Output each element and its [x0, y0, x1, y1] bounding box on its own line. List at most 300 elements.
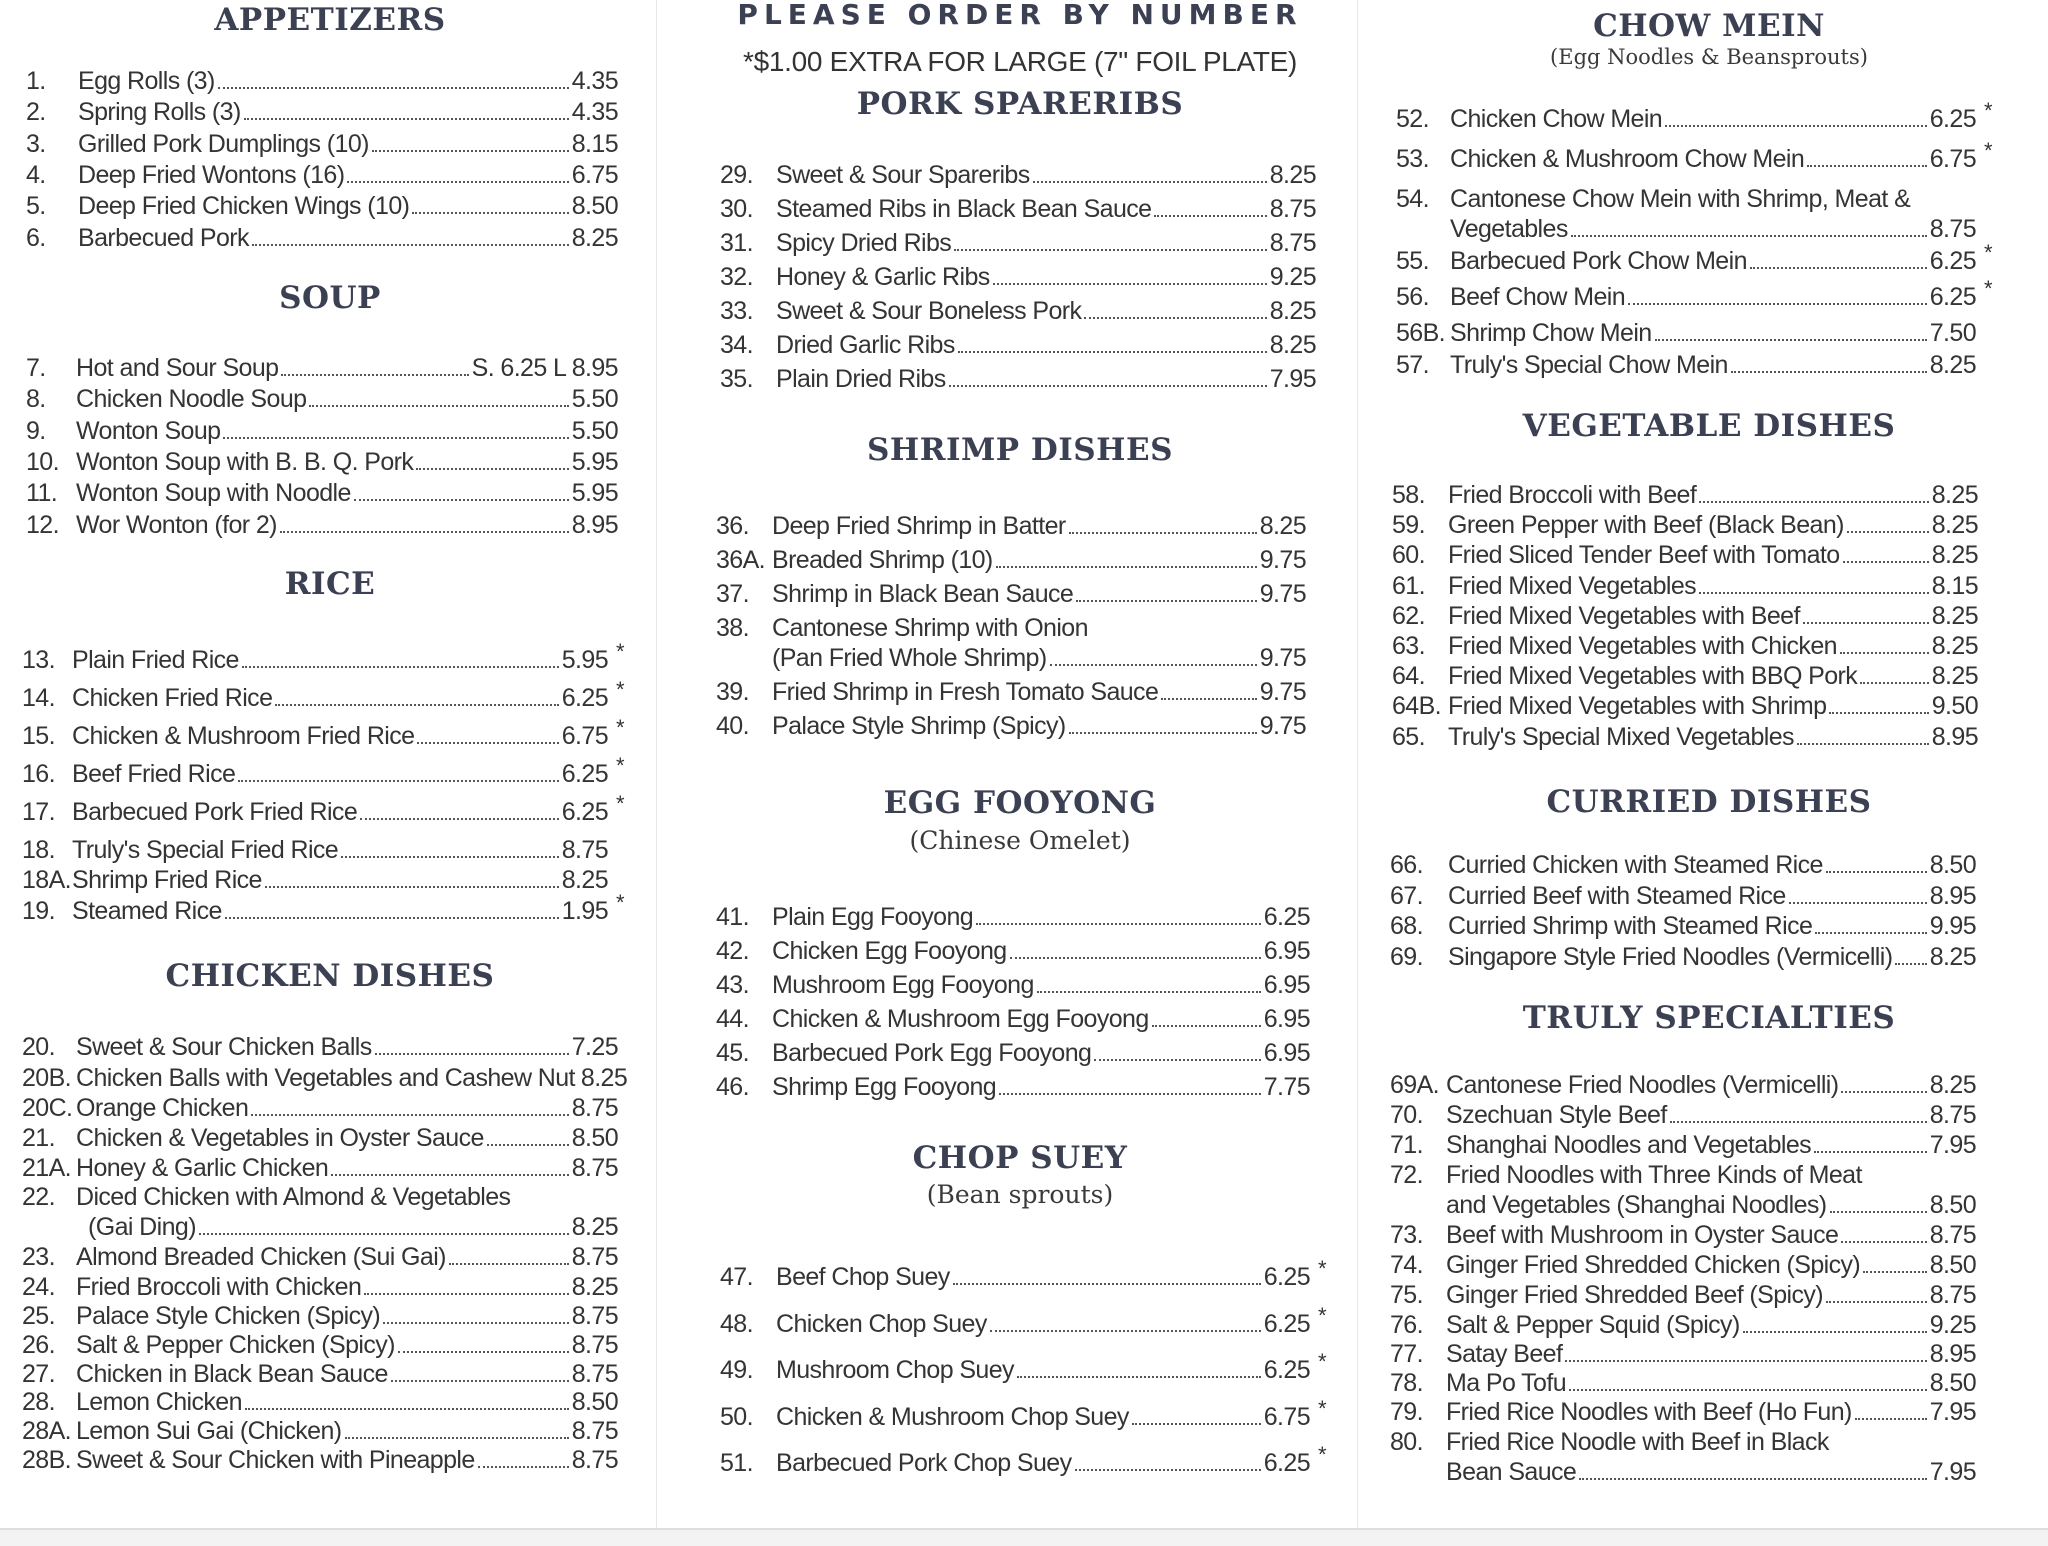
leader-dots [375, 1053, 569, 1055]
item-name: Diced Chicken with Almond & Vegetables [76, 1183, 511, 1211]
item-price [561, 791, 624, 827]
section-heading-appetizers: APPETIZERS [214, 2, 446, 38]
menu-item-rice [22, 715, 624, 751]
item-name: Plain Fried Rice [72, 646, 239, 674]
item-name: Wonton Soup with B. B. Q. Pork [76, 447, 414, 476]
leader-dots [1699, 501, 1929, 503]
item-name: Deep Fried Chicken Wings (10) [78, 192, 410, 221]
item-number: 4. [26, 160, 46, 189]
menu-item-curried [1390, 850, 1976, 880]
item-number: 71. [1390, 1131, 1423, 1159]
item-number: 80. [1390, 1428, 1423, 1456]
item-price [1270, 296, 1316, 326]
section-heading-soup: SOUP [279, 280, 381, 316]
item-number: 59. [1392, 511, 1425, 540]
item-name: Fried Mixed Vegetables with Shrimp [1448, 692, 1827, 721]
item-price-value: 8.75 [571, 1360, 618, 1388]
item-price [1929, 276, 1992, 312]
menu-item-rice [22, 753, 624, 789]
item-price [572, 97, 618, 127]
menu-item-chowmein [1396, 276, 1992, 312]
item-number: 13. [22, 646, 55, 674]
leader-dots [1847, 531, 1929, 533]
leader-dots [1069, 732, 1257, 734]
item-price [1930, 1130, 1976, 1160]
leader-dots [398, 1351, 569, 1353]
item-name: Orange Chicken [76, 1094, 249, 1122]
section-subtitle-chopsuey: (Bean sprouts) [926, 1180, 1114, 1209]
menu-item-chicken [22, 1153, 618, 1183]
item-price [1930, 850, 1976, 880]
menu-item-chicken [22, 1301, 618, 1331]
menu-item-shrimp [716, 677, 1306, 707]
item-number: 36. [716, 512, 749, 540]
item-name: Fried Rice Noodles with Beef (Ho Fun) [1446, 1398, 1852, 1426]
item-number: 8. [26, 385, 46, 414]
item-price [1930, 881, 1976, 911]
leader-dots [1863, 1271, 1927, 1273]
leader-dots [1161, 698, 1256, 700]
item-name: Lemon Chicken [76, 1388, 242, 1416]
item-name: Honey & Garlic Chicken [76, 1154, 329, 1182]
menu-item-chicken [22, 1123, 618, 1153]
leader-dots [225, 917, 559, 919]
menu-item-chicken [22, 1416, 618, 1446]
menu-item-specialties [1390, 1339, 1976, 1369]
menu-item-chowmein [1396, 98, 1992, 134]
item-name: Salt & Pepper Chicken (Spicy) [76, 1331, 395, 1359]
item-number: 33. [720, 297, 753, 325]
item-price [572, 1123, 618, 1153]
item-name: Mushroom Chop Suey [776, 1356, 1014, 1384]
leader-dots [976, 923, 1261, 925]
leader-dots [949, 385, 1267, 387]
item-name: Truly's Special Fried Rice [72, 836, 339, 864]
leader-dots [1033, 181, 1267, 183]
item-price-value: 8.75 [571, 1331, 618, 1359]
menu-item-rice [22, 865, 608, 895]
menu-item-rice [22, 677, 624, 713]
item-number: 31. [720, 229, 753, 257]
item-price [1930, 1220, 1976, 1250]
leader-dots [244, 118, 569, 120]
menu-item-chicken [22, 1242, 618, 1272]
item-price-value: 9.75 [1259, 712, 1306, 740]
leader-dots [331, 1174, 569, 1176]
menu-item-specialties [1390, 1130, 1976, 1160]
leader-dots [1069, 532, 1257, 534]
item-number: 46. [716, 1073, 749, 1101]
item-name: Fried Rice Noodle with Beef in Black [1446, 1428, 1829, 1456]
item-number: 57. [1396, 351, 1429, 379]
item-price-value: 8.50 [571, 1388, 618, 1416]
menu-item-specialties [1390, 1368, 1976, 1398]
item-price-value: 6.95 [1263, 1039, 1310, 1067]
leader-dots [275, 704, 558, 706]
item-name: Shrimp in Black Bean Sauce [772, 580, 1074, 608]
leader-dots [347, 181, 568, 183]
leader-dots [383, 1322, 569, 1324]
item-price-value: 8.25 [1931, 541, 1978, 570]
item-price-value: 8.75 [1269, 195, 1316, 223]
item-price-value: 8.25 [1929, 351, 1976, 379]
item-price [1929, 98, 1992, 134]
item-name: Ma Po Tofu [1446, 1369, 1567, 1397]
leader-dots [354, 499, 569, 501]
large-size-asterisk: * [616, 791, 624, 816]
leader-dots [478, 1466, 569, 1468]
leader-dots [1076, 600, 1257, 602]
leader-dots [391, 1380, 569, 1382]
leader-dots [1743, 1331, 1927, 1333]
item-name: Fried Mixed Vegetables with BBQ Pork [1448, 662, 1858, 691]
menu-item-chopsuey [720, 1256, 1326, 1292]
item-price-value: 8.50 [1929, 1369, 1976, 1397]
item-number: 14. [22, 684, 55, 712]
item-name: Curried Chicken with Steamed Rice [1448, 851, 1823, 879]
leader-dots [1841, 1241, 1926, 1243]
item-name: Ginger Fried Shredded Beef (Spicy) [1446, 1281, 1824, 1309]
item-price-value: 9.95 [1929, 912, 1976, 940]
large-size-asterisk: * [1984, 138, 1992, 163]
menu-item-curried [1390, 881, 1976, 911]
item-number: 69A. [1390, 1071, 1440, 1099]
leader-dots [341, 856, 559, 858]
leader-dots [364, 1293, 568, 1295]
item-price [572, 510, 618, 540]
item-number: 23. [22, 1243, 55, 1271]
item-price-value: 6.75 [571, 160, 618, 189]
item-price: 8.25 [571, 1213, 618, 1241]
item-price [1264, 902, 1310, 932]
item-price-value: 6.25 [1929, 247, 1976, 275]
leader-dots [1152, 1025, 1261, 1027]
item-price [562, 835, 608, 865]
item-price-value: 8.25 [1259, 512, 1306, 540]
item-number: 22. [22, 1183, 55, 1211]
leader-dots [251, 1114, 568, 1116]
item-price-value: 7.95 [1929, 1398, 1976, 1426]
menu-item-fooyong [716, 970, 1310, 1000]
item-price-value: 5.95 [571, 479, 618, 508]
item-price: 8.50 [1929, 1191, 1976, 1219]
item-name: Steamed Ribs in Black Bean Sauce [776, 195, 1152, 223]
menu-item-appetizers [26, 97, 618, 127]
item-name: Chicken in Black Bean Sauce [76, 1360, 388, 1388]
item-number: 27. [22, 1360, 55, 1388]
item-price [1930, 1250, 1976, 1280]
item-name: Plain Dried Ribs [776, 365, 946, 393]
leader-dots [1843, 561, 1929, 563]
item-price-value: 6.25 [561, 798, 608, 826]
menu-item-vegetable [1392, 601, 1978, 631]
item-price-value: 8.25 [1931, 481, 1978, 509]
item-name: Fried Broccoli with Beef [1448, 481, 1697, 509]
item-name: Almond Breaded Chicken (Sui Gai) [76, 1243, 446, 1271]
section-subtitle-fooyong: (Chinese Omelet) [909, 826, 1131, 855]
item-price-value: 8.25 [1931, 511, 1978, 540]
item-name: Breaded Shrimp (10) [772, 546, 993, 574]
item-number: 19. [22, 897, 55, 925]
menu-item-specialties [1390, 1280, 1976, 1310]
item-price [572, 447, 618, 477]
item-name: Chicken Egg Fooyong [772, 937, 1007, 965]
menu-item-rice [22, 639, 624, 675]
leader-dots [199, 1233, 569, 1235]
item-number: 18. [22, 836, 55, 864]
section-heading-curried: CURRIED DISHES [1546, 784, 1872, 820]
leader-dots [1803, 622, 1929, 624]
menu-item-vegetable [1392, 691, 1978, 721]
item-name: Curried Shrimp with Steamed Rice [1448, 912, 1813, 940]
item-price [1932, 631, 1978, 661]
item-price-value: 7.75 [1263, 1073, 1310, 1101]
item-price-value: 8.25 [1929, 942, 1976, 971]
item-price-value: 6.95 [1263, 1005, 1310, 1033]
item-name: Honey & Garlic Ribs [776, 263, 990, 291]
menu-item-rice [22, 890, 624, 926]
menu-item-spareribs [720, 160, 1316, 190]
menu-item-chopsuey [720, 1302, 1326, 1339]
item-name: Shrimp Fried Rice [72, 866, 262, 894]
item-price [572, 160, 618, 190]
item-price [572, 1445, 618, 1475]
item-name: Shrimp Chow Mein [1450, 319, 1652, 347]
menu-item-chopsuey [720, 1349, 1326, 1385]
item-number: 51. [720, 1449, 753, 1477]
menu-item-rice [22, 835, 608, 865]
item-price-value: 8.95 [1931, 722, 1978, 751]
section-heading-rice: RICE [284, 566, 376, 602]
menu-item-spareribs [720, 194, 1316, 224]
item-name: Barbecued Pork Fried Rice [72, 798, 358, 826]
item-price-value: 8.75 [571, 1243, 618, 1271]
item-price [1270, 194, 1316, 224]
item-price [1270, 228, 1316, 258]
item-number: 55. [1396, 247, 1429, 275]
item-price [572, 1032, 618, 1062]
item-number: 70. [1390, 1101, 1423, 1129]
leader-dots [1665, 125, 1927, 127]
menu-item-soup [26, 384, 618, 414]
item-number: 63. [1392, 632, 1425, 660]
leader-dots [1050, 664, 1257, 666]
item-number: 20B. [22, 1064, 72, 1092]
item-price-value: 7.95 [1929, 1131, 1976, 1159]
item-price: 9.75 [1259, 644, 1306, 672]
item-price-value: 1.95 [561, 897, 608, 925]
large-plate-extra-note: *$1.00 EXTRA FOR LARGE (7" FOIL PLATE) [742, 46, 1298, 77]
item-number: 28B. [22, 1446, 72, 1474]
item-price [1932, 510, 1978, 540]
item-name: Chicken & Mushroom Chow Mein [1450, 145, 1805, 173]
menu-item-spareribs [720, 262, 1316, 292]
item-name: Deep Fried Shrimp in Batter [772, 512, 1066, 540]
item-name: Beef Fried Rice [72, 760, 236, 788]
leader-dots [252, 244, 569, 246]
menu-item-soup [26, 416, 618, 446]
leader-dots [309, 405, 568, 407]
item-price [572, 223, 618, 253]
item-price-value: 8.25 [1269, 161, 1316, 189]
large-size-asterisk: * [1318, 1442, 1326, 1467]
leader-dots [958, 351, 1267, 353]
item-price [1264, 1038, 1310, 1068]
item-number: 56. [1396, 283, 1429, 311]
item-price-value: 6.25 [1263, 1449, 1310, 1477]
menu-item-vegetable [1392, 510, 1978, 540]
leader-dots [1814, 1151, 1927, 1153]
item-price [1930, 1070, 1976, 1100]
item-name: Wor Wonton (for 2) [76, 510, 277, 539]
menu-item-fooyong [716, 902, 1310, 932]
item-price [1264, 1072, 1310, 1102]
menu-item-spareribs [720, 296, 1316, 326]
leader-dots [999, 1093, 1261, 1095]
item-number: 49. [720, 1356, 753, 1384]
item-name: Cantonese Chow Mein with Shrimp, Meat & [1450, 185, 1911, 213]
item-name: Barbecued Pork [78, 223, 249, 252]
item-number: 47. [720, 1263, 753, 1291]
item-number: 9. [26, 416, 46, 445]
item-price-value: 8.75 [1929, 1101, 1976, 1129]
menu-item-appetizers [26, 191, 618, 221]
item-name: Singapore Style Fried Noodles (Vermicelli) [1448, 942, 1893, 971]
item-price [1264, 1004, 1310, 1034]
item-price-value: 6.25 [1263, 1356, 1310, 1384]
item-name-continued: (Pan Fried Whole Shrimp) [772, 644, 1047, 672]
item-price [1930, 1310, 1976, 1340]
item-name: Deep Fried Wontons (16) [78, 160, 345, 189]
item-name: Chicken Chow Mein [1450, 105, 1663, 133]
item-number: 2. [26, 98, 46, 127]
leader-dots [954, 249, 1267, 251]
item-name: Fried Broccoli with Chicken [76, 1273, 362, 1301]
menu-item-chicken [22, 1359, 618, 1389]
item-price-value: 8.25 [1931, 601, 1978, 630]
menu-item-appetizers [26, 223, 618, 253]
item-price-value: 6.25 [1929, 105, 1976, 133]
menu-item-soup [26, 353, 618, 383]
item-name: Green Pepper with Beef (Black Bean) [1448, 511, 1844, 540]
item-price [1270, 364, 1316, 394]
item-number: 67. [1390, 881, 1423, 910]
leader-dots [245, 1408, 569, 1410]
item-name-continued: (Gai Ding) [88, 1213, 196, 1241]
item-name: Chicken & Mushroom Fried Rice [72, 722, 415, 750]
item-price [1270, 262, 1316, 292]
item-price-value: 8.75 [571, 1446, 618, 1474]
menu-item-specialties [1390, 1310, 1976, 1340]
item-name: Szechuan Style Beef [1446, 1101, 1667, 1129]
large-size-asterisk: * [1318, 1302, 1326, 1328]
item-number: 38. [716, 614, 749, 642]
menu-item-specialties-continuation [1446, 1457, 1976, 1487]
menu-item-spareribs [720, 364, 1316, 394]
item-price [1930, 1397, 1976, 1427]
menu-item-fooyong [716, 936, 1310, 966]
leader-dots [993, 283, 1267, 285]
leader-dots [1841, 1091, 1926, 1093]
menu-item-chicken [22, 1272, 618, 1302]
leader-dots [1750, 267, 1927, 269]
leader-dots [223, 437, 568, 439]
item-number: 1. [26, 67, 46, 95]
item-name: Steamed Rice [72, 897, 222, 925]
item-price [1932, 722, 1978, 752]
item-name: Barbecued Pork Chow Mein [1450, 247, 1747, 275]
section-heading-shrimp: SHRIMP DISHES [867, 432, 1173, 468]
menu-item-spareribs [720, 228, 1316, 258]
item-price [572, 1272, 618, 1302]
item-price-value: 8.75 [571, 1154, 618, 1182]
item-number: 30. [720, 195, 753, 223]
leader-dots [280, 531, 569, 533]
item-number: 12. [26, 510, 59, 539]
leader-dots [1084, 317, 1266, 319]
item-price [1263, 1302, 1326, 1339]
item-price [1260, 579, 1306, 609]
large-size-asterisk: * [1318, 1395, 1326, 1421]
leader-dots [1670, 1121, 1927, 1123]
item-price-value: 7.25 [571, 1033, 618, 1061]
menu-item-specialties-continuation [1446, 1190, 1976, 1220]
leader-dots [1807, 165, 1927, 167]
item-name: Truly's Special Mixed Vegetables [1448, 722, 1794, 751]
item-price-value: 8.25 [580, 1064, 628, 1092]
leader-dots [412, 212, 568, 214]
item-price [1264, 970, 1310, 1000]
item-price-value: 8.25 [1929, 1071, 1976, 1099]
item-price-value: 9.75 [1259, 546, 1306, 574]
menu-item-specialties [1390, 1100, 1976, 1130]
item-price-value: 6.75 [1929, 145, 1976, 173]
menu-item-shrimp [716, 613, 1088, 643]
menu-item-chicken-continuation [88, 1212, 618, 1242]
item-name: Salt & Pepper Squid (Spicy) [1446, 1311, 1740, 1339]
menu-item-vegetable [1392, 540, 1978, 570]
item-price: 7.95 [1929, 1458, 1976, 1486]
menu-item-chicken [22, 1387, 618, 1417]
item-price-value: 6.25 [561, 760, 608, 788]
item-price-value: 6.25 [1263, 1309, 1310, 1338]
item-number: 15. [22, 722, 55, 750]
item-number: 29. [720, 161, 753, 189]
menu-item-chicken [22, 1063, 628, 1093]
item-name: Cantonese Fried Noodles (Vermicelli) [1446, 1071, 1839, 1099]
large-size-asterisk: * [1984, 98, 1992, 123]
item-price-value: 8.75 [1929, 1281, 1976, 1309]
item-number: 21A. [22, 1154, 72, 1182]
item-number: 18A. [22, 866, 72, 894]
item-name: Ginger Fried Shredded Chicken (Spicy) [1446, 1251, 1861, 1279]
item-number: 28A. [22, 1417, 72, 1445]
menu-item-shrimp [716, 579, 1306, 609]
item-number: 65. [1392, 722, 1425, 751]
item-number: 26. [22, 1331, 55, 1359]
menu-item-soup [26, 447, 618, 477]
menu-item-chowmein [1396, 318, 1976, 348]
section-subtitle-chowmein: (Egg Noodles & Beansprouts) [1550, 45, 1868, 69]
item-price [1264, 936, 1310, 966]
item-number: 79. [1390, 1398, 1423, 1426]
item-price [561, 639, 624, 675]
item-price [572, 1153, 618, 1183]
item-number: 43. [716, 971, 749, 999]
item-price-value: 8.75 [1929, 1221, 1976, 1249]
item-number: 25. [22, 1302, 55, 1330]
item-price [1932, 691, 1978, 721]
